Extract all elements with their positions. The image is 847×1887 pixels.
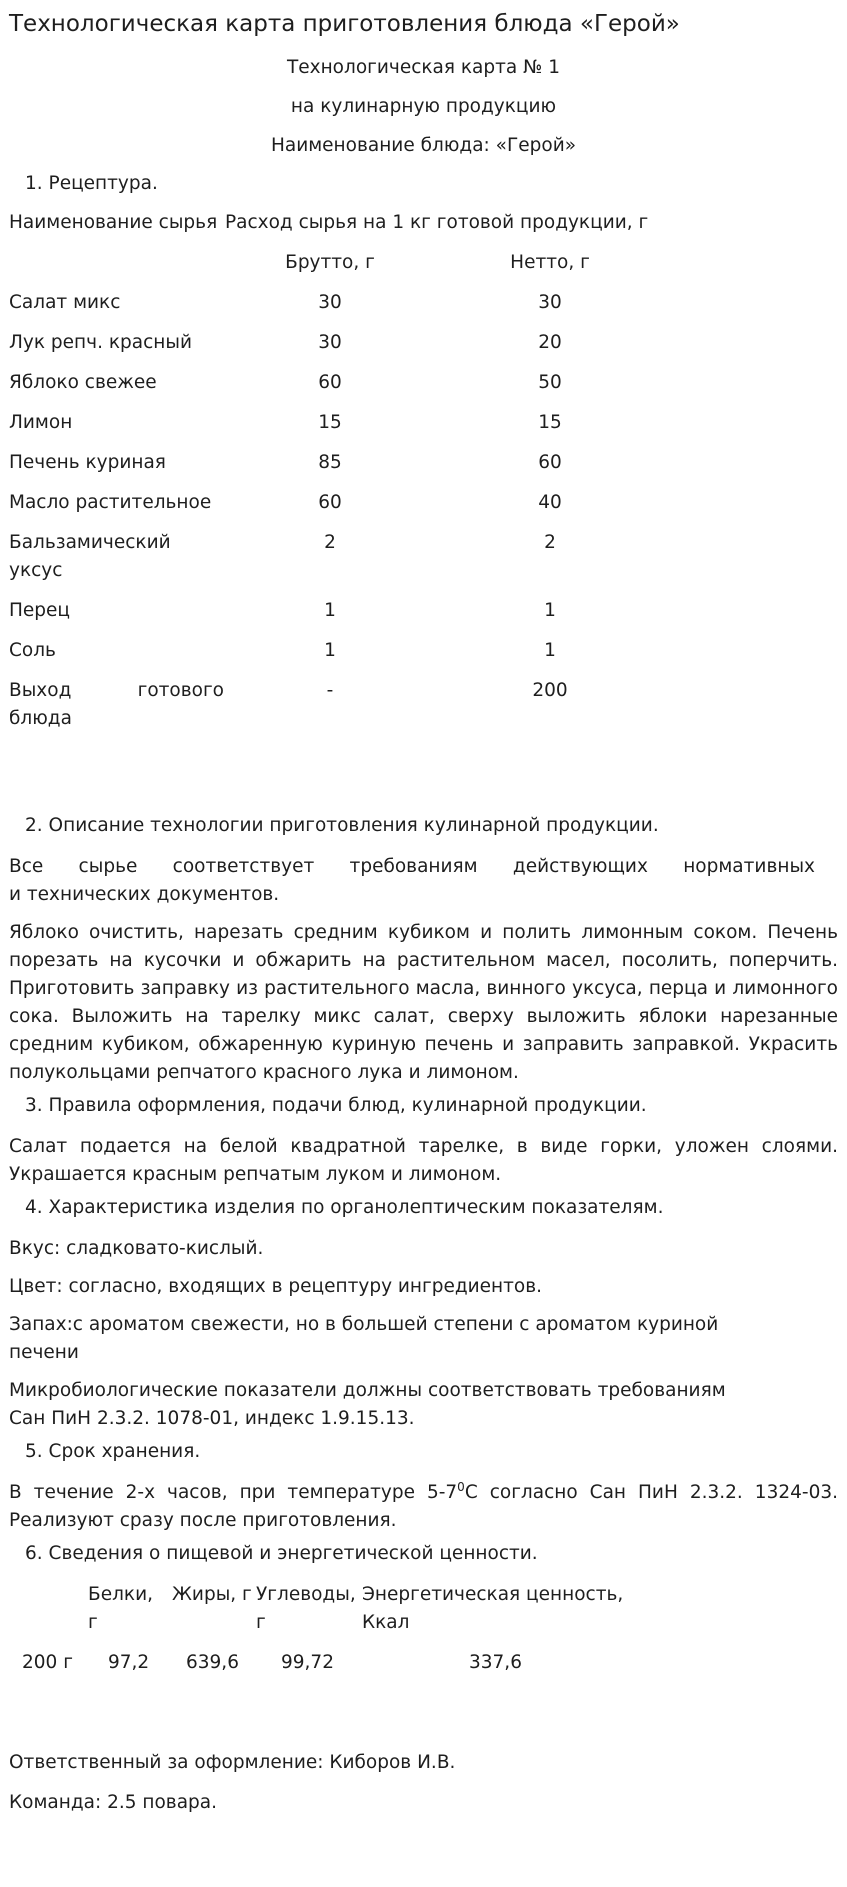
- fat-label: Жиры, г: [172, 1584, 252, 1605]
- table-row: [9, 529, 665, 597]
- ingredient-netto: 200: [532, 680, 568, 701]
- nutrition-carb: 99,72: [281, 1652, 334, 1673]
- section-organoleptic-heading: 4. Характеристика изделия по органолептическим показателям.: [25, 1197, 664, 1218]
- nutrition-energy: 337,6: [469, 1652, 522, 1673]
- nutrition-header-fat: [172, 1581, 256, 1637]
- ingredient-brutto: 30: [318, 332, 342, 353]
- ingredient-brutto: 2: [324, 532, 336, 553]
- yield-cell: [9, 677, 225, 745]
- storage-text-before: В течение 2-х часов, при температуре 5-7: [9, 1482, 458, 1503]
- table-row: [9, 449, 665, 489]
- taste-text: Вкус: сладковато-кислый.: [9, 1238, 264, 1259]
- tech-paragraph-1-line-1: Все сырье соответствует требованиям действующих нормативных: [9, 856, 815, 877]
- dish-name: Наименование блюда: «Герой»: [270, 135, 577, 156]
- serving-paragraph: Салат подается на белой квадратной тарелке, в виде горки, уложен слоями. Украшается красным репчатым луком и лимоном.: [9, 1136, 838, 1185]
- ingredient-name: Бальзамический уксус: [9, 532, 171, 581]
- ingredient-netto: 1: [544, 640, 556, 661]
- micro-text-line-1: Микробиологические показатели должны соответствовать требованиям: [9, 1380, 726, 1401]
- smell-text-line-1: Запах:с ароматом свежести, но в большей степени с ароматом куриной: [9, 1314, 719, 1335]
- document: [9, 0, 838, 1817]
- tech-paragraph-1-line-2: и технических документов.: [9, 884, 280, 905]
- table-row: [9, 409, 665, 449]
- color-text: Цвет: согласно, входящих в рецептуру ингредиентов.: [9, 1276, 543, 1297]
- table-row: [9, 637, 665, 677]
- ingredient-netto: 50: [538, 372, 562, 393]
- ingredient-brutto: 15: [318, 412, 342, 433]
- ingredient-brutto: 85: [318, 452, 342, 473]
- ingredient-name: Лимон: [9, 412, 73, 433]
- ingredient-name: Печень куриная: [9, 452, 166, 473]
- ingredient-name: Масло растительное: [9, 492, 212, 513]
- ingredient-netto: 30: [538, 292, 562, 313]
- ingredient-brutto: 30: [318, 292, 342, 313]
- ingredient-name: Перец: [9, 600, 71, 621]
- recipe-table: [9, 209, 665, 745]
- card-number: Технологическая карта № 1: [286, 57, 561, 78]
- nutrition-header-carb: [256, 1581, 362, 1637]
- nutrition-values-row: [22, 1649, 589, 1677]
- nutrition-header-energy: [362, 1581, 652, 1637]
- recipe-header-row: [9, 209, 665, 249]
- section-storage-heading: 5. Срок хранения.: [25, 1441, 201, 1462]
- degree-superscript: 0: [457, 1479, 465, 1494]
- table-row: [9, 597, 665, 637]
- ingredient-netto: 15: [538, 412, 562, 433]
- micro-text-line-2: Сан ПиН 2.3.2. 1078-01, индекс 1.9.15.13.: [9, 1408, 415, 1429]
- protein-label-1: Белки,: [88, 1584, 153, 1605]
- nutrition-header-row: [88, 1581, 652, 1637]
- ingredient-netto: 40: [538, 492, 562, 513]
- ingredient-brutto: 60: [318, 372, 342, 393]
- protein-label-2: г: [88, 1612, 98, 1633]
- card-for: на кулинарную продукцию: [290, 96, 557, 117]
- storage-text-line-1: [9, 1479, 838, 1507]
- nutrition-protein: 97,2: [108, 1652, 150, 1673]
- energy-label-1: Энергетическая ценность,: [362, 1584, 624, 1605]
- ingredient-netto: 1: [544, 600, 556, 621]
- nutrition-header-table: [88, 1581, 652, 1637]
- recipe-subheader-row: [9, 249, 665, 289]
- section-technology-heading: 2. Описание технологии приготовления кулинарной продукции.: [25, 815, 659, 836]
- ingredient-netto: 20: [538, 332, 562, 353]
- header-brutto: Брутто, г: [285, 252, 375, 273]
- ingredient-brutto: 1: [324, 600, 336, 621]
- tech-paragraph-2: Яблоко очистить, нарезать средним кубиком и полить лимонным соком. Печень порезать на кусочки и обжарить на растительном масел, посолить, поперчить. Приготовить заправку из растительного масла, винного уксуса, перца и лимонного сока. Выложить на тарелку микс салат, сверху выложить яблоки нарезанные средним кубиком, обжаренную куриную печень и заправить заправкой. Украсить полукольцами репчатого красного лука и лимоном.: [9, 922, 838, 1083]
- ingredient-brutto: 1: [324, 640, 336, 661]
- smell-text-line-2: печени: [9, 1342, 79, 1363]
- ingredient-netto: 2: [544, 532, 556, 553]
- nutrition-values-table: [22, 1649, 589, 1677]
- section-nutrition-heading: 6. Сведения о пищевой и энергетической ценности.: [25, 1543, 538, 1564]
- nutrition-header-protein: [88, 1581, 172, 1637]
- header-netto: Нетто, г: [510, 252, 590, 273]
- storage-text-after: С согласно Сан ПиН 2.3.2. 1324-03.: [464, 1482, 838, 1503]
- table-row: [9, 329, 665, 369]
- table-row: [9, 677, 665, 745]
- energy-label-2: Ккал: [362, 1612, 410, 1633]
- ingredient-name: Выход готового блюда: [9, 680, 224, 729]
- storage-text-line-2: Реализуют сразу после приготовления.: [9, 1510, 397, 1531]
- ingredient-name: Соль: [9, 640, 56, 661]
- nutrition-fat: 639,6: [186, 1652, 239, 1673]
- section-serving-heading: 3. Правила оформления, подачи блюд, кулинарной продукции.: [25, 1095, 647, 1116]
- ingredient-netto: 60: [538, 452, 562, 473]
- subheader-empty: [9, 249, 225, 289]
- section-recipe-heading: 1. Рецептура.: [25, 173, 158, 194]
- ingredient-name: Лук репч. красный: [9, 332, 192, 353]
- nutrition-portion: 200 г: [22, 1652, 73, 1673]
- ingredient-name: Салат микс: [9, 292, 121, 313]
- table-row: [9, 489, 665, 529]
- table-row: [9, 289, 665, 329]
- ingredient-name: Яблоко свежее: [9, 372, 157, 393]
- document-title: Технологическая карта приготовления блюда «Герой»: [9, 11, 680, 37]
- header-name: Наименование сырья: [9, 212, 218, 233]
- ingredient-brutto: -: [326, 680, 334, 701]
- table-row: [9, 369, 665, 409]
- team-text: Команда: 2.5 повара.: [9, 1792, 217, 1813]
- responsible-text: Ответственный за оформление: Киборов И.В.: [9, 1752, 456, 1773]
- carb-label-2: г: [256, 1612, 266, 1633]
- carb-label-1: Углеводы,: [256, 1584, 356, 1605]
- ingredient-brutto: 60: [318, 492, 342, 513]
- header-usage: Расход сырья на 1 кг готовой продукции, г: [225, 212, 649, 233]
